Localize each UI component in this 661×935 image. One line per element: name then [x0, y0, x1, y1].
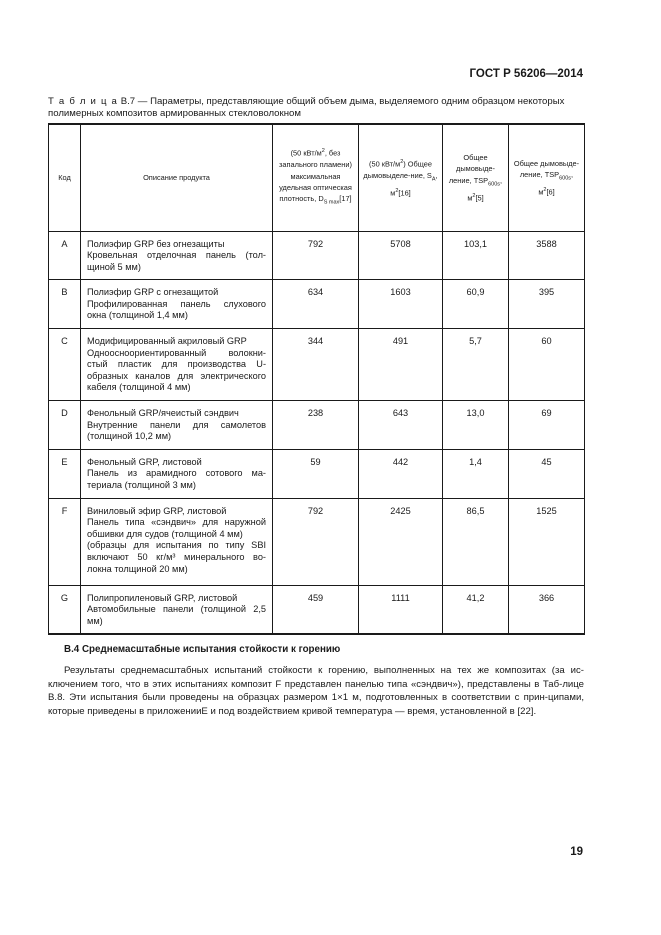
- cell-value-v3: 86,5: [443, 498, 509, 585]
- cell-value-v4: 45: [509, 449, 585, 498]
- cell-value-v1: 459: [273, 585, 359, 634]
- description-line: Фенольный GRP, листовой: [87, 456, 202, 467]
- cell-code: A: [49, 231, 81, 280]
- cell-description: [81, 449, 273, 498]
- table-row: [49, 401, 585, 450]
- cell-value-v3: 41,2: [443, 585, 509, 634]
- table-caption: [48, 96, 584, 120]
- cell-description: [81, 585, 273, 634]
- smoke-parameters-table: [48, 123, 585, 635]
- cell-description: [81, 498, 273, 585]
- table-row: [49, 498, 585, 585]
- description-line: Кровельная отделочная панель (тол-щиной 5 мм): [87, 250, 266, 272]
- cell-value-v4: 69: [509, 401, 585, 450]
- cell-description: [81, 231, 273, 280]
- description-line: Полипропиленовый GRP, листовой: [87, 592, 238, 603]
- cell-description: [81, 401, 273, 450]
- document-code: ГОСТ Р 56206—2014: [469, 68, 583, 80]
- cell-value-v2: 491: [359, 329, 443, 401]
- cell-value-v1: 59: [273, 449, 359, 498]
- cell-value-v4: 3588: [509, 231, 585, 280]
- description-line: Виниловый эфир GRP, листовой: [87, 505, 227, 516]
- cell-code: G: [49, 585, 81, 634]
- cell-value-v2: 643: [359, 401, 443, 450]
- caption-prefix: Т а б л и ц а: [48, 96, 119, 107]
- description-line: Модифицированный акриловый GRP: [87, 336, 247, 347]
- header-tsp-5: Общее дымовыде-ление, $TSP_{600s}$, $м^2[5]$: [443, 124, 509, 231]
- cell-value-v2: 442: [359, 449, 443, 498]
- table-body: [49, 231, 585, 634]
- cell-code: B: [49, 280, 81, 329]
- section-paragraph: Результаты среднемасштабных испытаний стойкости к горению, выполненных на тех же композитах (за ис-ключением того, что в этих испытаниях композит F представлен панелью типа «сэндвич»), представлены в Таб-лице B.8. Эти испытания были проведены на образцах размером 1×1 м, подготовленных в соответствии с прин-ципами, которые приведены в приложенииE и под воздействием кривой температура — время, установленной в [22].: [48, 665, 584, 717]
- table-row: [49, 585, 585, 634]
- description-line: Полиэфир GRP без огнезащиты: [87, 238, 225, 249]
- cell-value-v3: 103,1: [443, 231, 509, 280]
- cell-description: [81, 280, 273, 329]
- section-title: B.4 Среднемасштабные испытания стойкости к горению: [64, 644, 341, 655]
- description-line: Панель из арамидного сотового ма-териала (толщиной 3 мм): [87, 468, 266, 491]
- description-line: Профилированная панель слухового окна (толщиной 1,4 мм): [87, 298, 266, 321]
- cell-value-v3: 60,9: [443, 280, 509, 329]
- cell-value-v1: 792: [273, 231, 359, 280]
- description-line: Панель типа «сэндвич» для наружной обшивки для судов (толщиной 4 мм): [87, 517, 266, 539]
- description-line: Фенольный GRP/ячеистый сэндвич: [87, 408, 239, 419]
- header-description: Описание продукта: [81, 124, 273, 231]
- cell-code: C: [49, 329, 81, 401]
- caption-text: B.7 — Параметры, представляющие общий объем дыма, выделяемого одним образцом некоторых полимерных композитов армированных стекловолокном: [48, 96, 565, 119]
- table-header-row: [49, 124, 585, 231]
- cell-value-v3: 13,0: [443, 401, 509, 450]
- cell-value-v4: 1525: [509, 498, 585, 585]
- description-line: Однооснoориентированный волокни-стый пластик для производства U-образных каналов для электрического кабеля (толщиной 4 мм): [87, 347, 266, 393]
- cell-value-v2: 1111: [359, 585, 443, 634]
- table-row: [49, 329, 585, 401]
- cell-value-v4: 395: [509, 280, 585, 329]
- table-row: [49, 449, 585, 498]
- header-max-optical-density: (50 кВт/$м^2$, без запального пламени) максимальная удельная оптическая плотность, $D_{S max}[17]$: [273, 124, 359, 231]
- cell-value-v1: 792: [273, 498, 359, 585]
- cell-value-v4: 366: [509, 585, 585, 634]
- cell-value-v1: 634: [273, 280, 359, 329]
- description-line: Автомобильные панели (толщиной 2,5 мм): [87, 604, 266, 626]
- description-line: Полиэфир GRP с огнезащитой: [87, 287, 219, 298]
- description-line: Внутренние панели для самолетов (толщиной 10,2 мм): [87, 419, 266, 442]
- cell-value-v1: 344: [273, 329, 359, 401]
- cell-description: [81, 329, 273, 401]
- header-total-smoke-sa: (50 кВт/$м^2$) Общее дымовыделе-ние, $S_A$, $м^2[16]$: [359, 124, 443, 231]
- cell-value-v4: 60: [509, 329, 585, 401]
- description-line: (образцы для испытания по типу SBI включают 50 кг/м³ минерального во-локна толщиной 20 мм): [87, 540, 266, 574]
- cell-value-v2: 5708: [359, 231, 443, 280]
- cell-value-v2: 2425: [359, 498, 443, 585]
- cell-value-v2: 1603: [359, 280, 443, 329]
- cell-code: D: [49, 401, 81, 450]
- header-code: Код: [49, 124, 81, 231]
- header-tsp-6: Общее дымовыде-ление, $TSP_{600s}$, $м^2[6]$: [509, 124, 585, 231]
- cell-value-v3: 1,4: [443, 449, 509, 498]
- cell-code: E: [49, 449, 81, 498]
- cell-value-v3: 5,7: [443, 329, 509, 401]
- table-row: [49, 280, 585, 329]
- cell-code: F: [49, 498, 81, 585]
- cell-value-v1: 238: [273, 401, 359, 450]
- page-number: 19: [570, 846, 583, 858]
- table-row: [49, 231, 585, 280]
